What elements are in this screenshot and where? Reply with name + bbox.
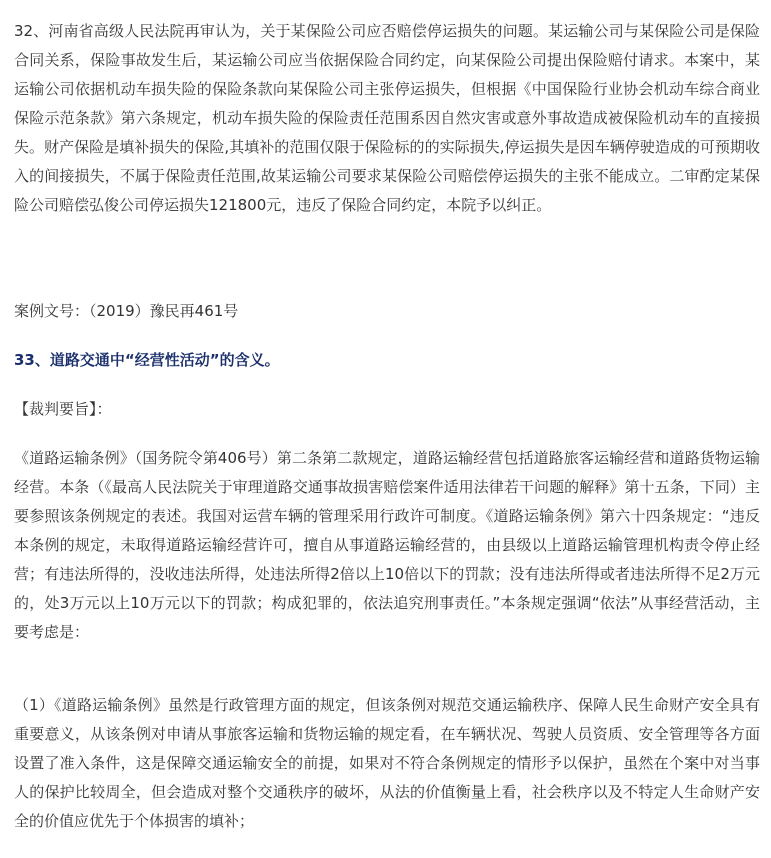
ruling-summary-tag: 【裁判要旨】： [14,400,112,418]
paragraph-32: 32、河南省高级人民法院再审认为，关于某保险公司应否赔偿停运损失的问题。某运输公司与某保险公司是保险合同关系，保险事故发生后，某运输公司应当依据保险合同约定，向某保险公司提出保险赔付请求。本案中，某运输公司依据机动车损失险的保险条款向某保险公司主张停运损失，但根据《中国保险行业协会机动车综合商业保险示范条款》第六条规定，机动车损失险的保险责任范围系因自然灾害或意外事故造成被保险机动车的直接损失。财产保险是填补损失的保险,其填补的范围仅限于保险标的的实际损失,停运损失是因车辆停驶造成的可预期收入的间接损失，不属于保险责任范围,故某运输公司要求某保险公司赔偿停运损失的主张不能成立。二审酌定某保险公司赔偿弘俊公司停运损失121800元，违反了保险合同约定，本院予以纠正。 [14,22,760,214]
case-number: 案例文号：（2019）豫民再461号 [14,302,239,320]
paragraph-33-item-1: （1）《道路运输条例》虽然是行政管理方面的规定，但该条例对规范交通运输秩序、保障人民生命财产安全具有重要意义，从该条例对申请从事旅客运输和货物运输的规定看，在车辆状况、驾驶人员资质、安全管理等各方面设置了准入条件，这是保障交通运输安全的前提，如果对不符合条例规定的情形予以保护，虽然在个案中对当事人的保护比较周全，但会造成对整个交通秩序的破坏，从法的价值衡量上看，社会秩序以及不特定人生命财产安全的价值应优先于个体损害的填补； [14,696,760,830]
section-heading-33: 33、道路交通中“经营性活动”的含义。 [14,351,280,369]
paragraph-33-main: 《道路运输条例》（国务院令第406号）第二条第二款规定，道路运输经营包括道路旅客运输经营和道路货物运输经营。本条（《最高人民法院关于审理道路交通事故损害赔偿案件适用法律若干问题的解释》第十五条，下同）主要参照该条例规定的表述。我国对运营车辆的管理采用行政许可制度。《道路运输条例》第六十四条规定：“违反本条例的规定，未取得道路运输经营许可，擅自从事道路运输经营的，由县级以上道路运输管理机构责令停止经营；有违法所得的，没收违法所得，处违法所得2倍以上10倍以下的罚款；没有违法所得或者违法所得不足2万元的，处3万元以上10万元以下的罚款；构成犯罪的，依法追究刑事责任。”本条规定强调“依法”从事经营活动，主要考虑是： [14,449,760,641]
